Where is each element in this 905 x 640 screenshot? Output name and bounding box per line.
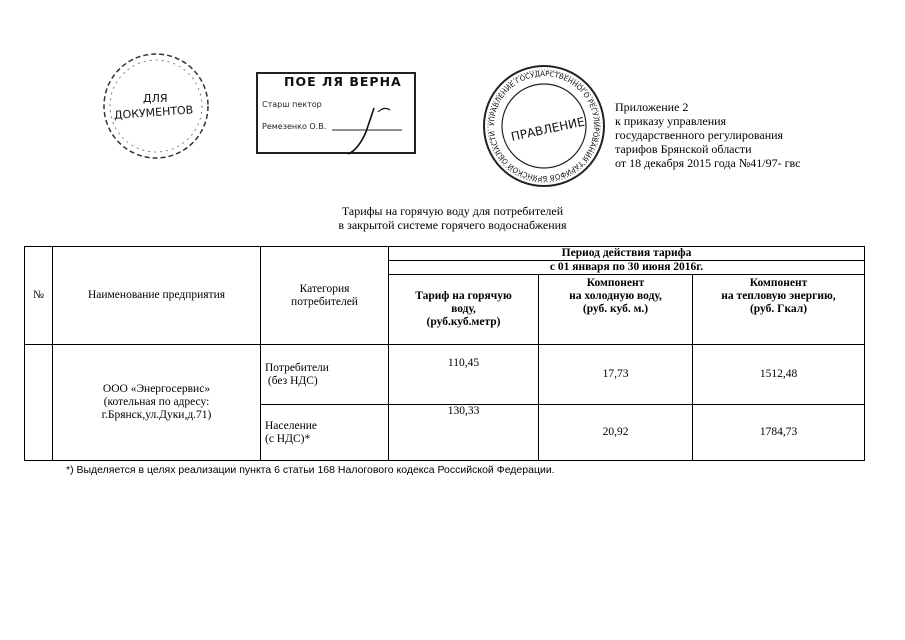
table-row <box>25 345 865 405</box>
stamp-left-line1: ДЛЯ <box>143 92 168 105</box>
header-category <box>261 247 389 345</box>
cell-cold: 20,92 <box>539 405 693 461</box>
header-company <box>53 247 261 345</box>
cell-tariff: 110,45 <box>389 345 539 405</box>
cell-number <box>25 345 53 461</box>
stamp-mid-title: ПОЕ ЛЯ ВЕРНА <box>284 74 402 89</box>
category-line: (с НДС)* <box>265 432 311 445</box>
header-company-label: Наименование предприятия <box>87 289 226 301</box>
header-cold <box>539 275 693 345</box>
stamp-mid-name: Ремезенко О.В. <box>262 122 327 131</box>
title-line1: Тарифы на горячую воду для потребителей <box>341 204 564 218</box>
round-stamp-icon <box>100 44 216 168</box>
cell-company <box>53 345 261 461</box>
table-header-row <box>25 247 865 261</box>
seal-center-text: ПРАВЛЕНИЕ <box>509 114 586 144</box>
header-cold-line: Компонент <box>586 277 645 289</box>
header-heat-line: (руб. Гкал) <box>749 303 808 315</box>
cell-heat: 1784,73 <box>693 405 865 461</box>
header-cold-line: (руб. куб. м.) <box>582 303 649 315</box>
header-tariff-line: (руб.куб.метр) <box>426 316 501 328</box>
appendix-line: государственного регулирования <box>615 128 784 142</box>
header-tariff-line: воду, <box>451 303 476 315</box>
category-line: (без НДС) <box>265 374 318 387</box>
company-line: г.Брянск,ул.Дуки,д.71) <box>101 409 212 421</box>
header-tariff <box>389 275 539 345</box>
appendix-line: от 18 декабря 2015 года №41/97- гвс <box>615 156 801 170</box>
appendix-line: тарифов Брянской области <box>615 142 752 156</box>
cell-category <box>261 345 389 405</box>
appendix-line: Приложение 2 <box>615 100 689 114</box>
cell-tariff: 130,33 <box>389 405 539 461</box>
header-category-line: Категория <box>299 282 350 295</box>
document-title <box>0 204 905 232</box>
header-tariff-line: Тариф на горячую <box>415 290 512 302</box>
stamp-mid-position: Старш пектор <box>262 100 322 109</box>
company-line: ООО «Энергосервис» <box>102 383 211 395</box>
official-seal <box>480 62 608 190</box>
stamp-left-line2: ДОКУМЕНТОВ <box>113 103 194 122</box>
company-line: (котельная по адресу: <box>103 396 210 408</box>
stamp-for-documents <box>100 44 216 168</box>
header-period: Период действия тарифа <box>389 247 865 261</box>
cell-heat: 1512,48 <box>693 345 865 405</box>
category-line: Потребители <box>265 361 329 374</box>
appendix-line: к приказу управления <box>615 114 727 128</box>
footnote: *) Выделяется в целях реализации пункта 6 статьи 168 Налогового кодекса Российской Федерации. <box>66 464 555 476</box>
header-heat-line: Компонент <box>749 277 808 289</box>
header-cold-line: на холодную воду, <box>569 290 662 302</box>
appendix-reference <box>615 100 800 170</box>
tariff-table <box>24 246 865 461</box>
title-line2: в закрытой системе горячего водоснабжения <box>338 218 567 232</box>
seal-ring-text: УПРАВЛЕНИЕ ГОСУДАРСТВЕННОГО РЕГУЛИРОВАНИЯ ТАРИФОВ БРЯНСКОЙ ОБЛАСТИ <box>487 69 601 183</box>
signature-icon <box>256 72 420 158</box>
header-heat <box>693 275 865 345</box>
official-seal-icon <box>480 62 608 190</box>
cell-cold: 17,73 <box>539 345 693 405</box>
header-period-dates: с 01 января по 30 июня 2016г. <box>389 261 865 275</box>
cell-category <box>261 405 389 461</box>
header-number: № <box>25 247 53 345</box>
header-heat-line: на тепловую энергию, <box>721 290 836 302</box>
category-line: Население <box>265 419 318 432</box>
header-category-line: потребителей <box>291 295 358 308</box>
copy-verified-stamp <box>256 72 420 158</box>
